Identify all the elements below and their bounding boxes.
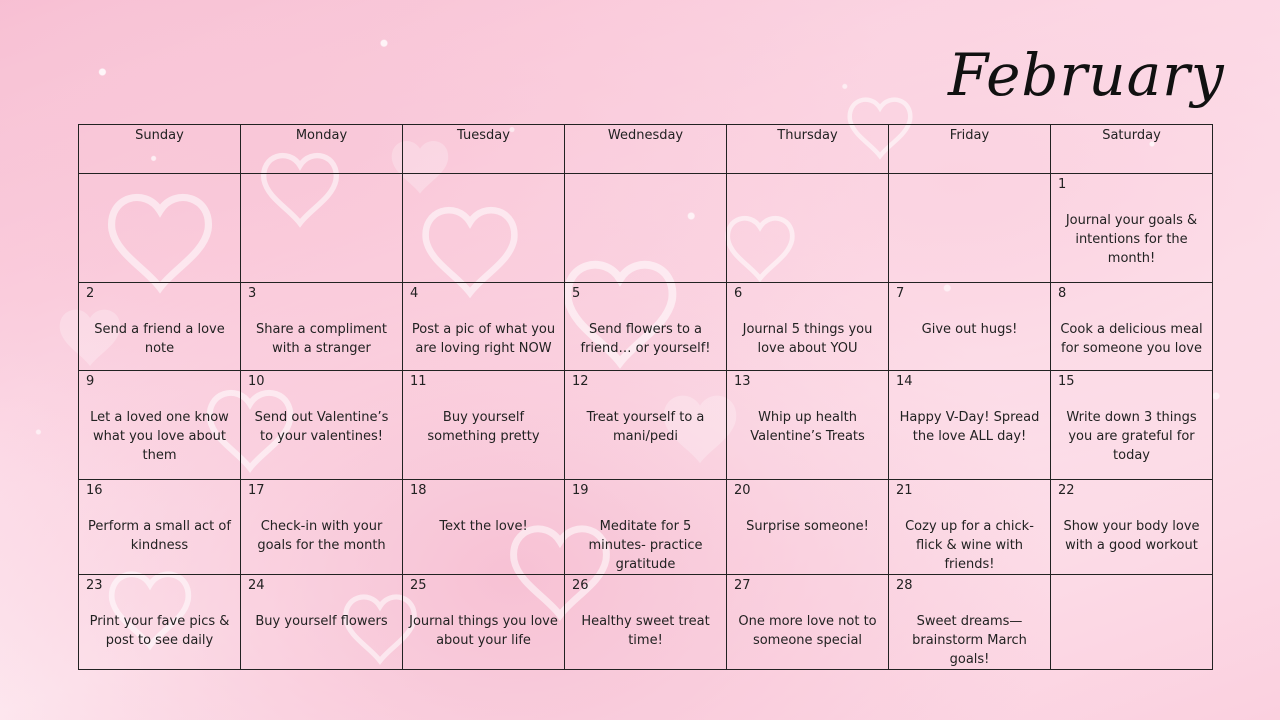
- day-number: [889, 174, 1050, 195]
- month-title: February: [948, 41, 1225, 109]
- day-number: [565, 174, 726, 195]
- day-cell: [727, 480, 889, 575]
- week-row: [79, 480, 1213, 575]
- day-number: 21: [896, 483, 913, 498]
- day-number: 11: [410, 374, 427, 389]
- day-cell: [403, 174, 565, 283]
- day-cell: [1051, 480, 1213, 575]
- day-number: 2: [86, 286, 95, 301]
- day-note: Show your body love with a good workout: [1063, 519, 1200, 553]
- day-cell: [727, 283, 889, 371]
- day-cell: [889, 283, 1051, 371]
- day-cell: [79, 174, 241, 283]
- weekday-header: Thursday: [727, 125, 889, 174]
- day-cell: [1051, 174, 1213, 283]
- day-cell: [889, 480, 1051, 575]
- day-number: 23: [86, 578, 103, 593]
- day-number: 7: [896, 286, 905, 301]
- day-number: 4: [410, 286, 419, 301]
- day-cell: [565, 371, 727, 480]
- day-number: 24: [248, 578, 265, 593]
- day-number: 18: [410, 483, 427, 498]
- day-cell: [727, 371, 889, 480]
- day-note: Buy yourself something pretty: [427, 410, 540, 444]
- day-number: 9: [86, 374, 95, 389]
- weekday-header: Saturday: [1051, 125, 1213, 174]
- day-note: Journal 5 things you love about YOU: [742, 322, 873, 356]
- day-cell: [241, 371, 403, 480]
- day-number: 5: [572, 286, 581, 301]
- day-note: [565, 195, 726, 211]
- day-cell: [1051, 283, 1213, 371]
- day-note: Give out hugs!: [921, 322, 1018, 337]
- day-note: Post a pic of what you are loving right NOW: [411, 322, 556, 356]
- day-number: 10: [248, 374, 265, 389]
- day-number: 12: [572, 374, 589, 389]
- day-number: 1: [1058, 177, 1067, 192]
- day-cell: [403, 283, 565, 371]
- day-cell: [889, 371, 1051, 480]
- day-note: Buy yourself flowers: [255, 614, 388, 629]
- day-note: Send out Valentine’s to your valentines!: [254, 410, 389, 444]
- weekday-header: Friday: [889, 125, 1051, 174]
- weekday-header-row: [79, 125, 1213, 174]
- day-number: 27: [734, 578, 751, 593]
- day-cell: [79, 575, 241, 670]
- day-number: 20: [734, 483, 751, 498]
- day-note: Healthy sweet treat time!: [581, 614, 710, 648]
- day-number: [727, 174, 888, 195]
- day-note: One more love not to someone special: [738, 614, 877, 648]
- weekday-header: Wednesday: [565, 125, 727, 174]
- day-number: 6: [734, 286, 743, 301]
- day-cell: [79, 480, 241, 575]
- week-row: [79, 174, 1213, 283]
- weekday-header: Monday: [241, 125, 403, 174]
- day-number: [1051, 575, 1212, 596]
- day-note: Send flowers to a friend… or yourself!: [580, 322, 711, 356]
- day-cell: [241, 575, 403, 670]
- day-note: Share a compliment with a stranger: [256, 322, 387, 356]
- day-number: [79, 174, 240, 195]
- day-note: Sweet dreams—brainstorm March goals!: [912, 614, 1027, 667]
- day-number: 22: [1058, 483, 1075, 498]
- day-number: 16: [86, 483, 103, 498]
- day-number: 17: [248, 483, 265, 498]
- day-note: Meditate for 5 minutes- practice gratitude: [588, 519, 703, 572]
- day-note: Journal your goals & intentions for the month!: [1065, 213, 1198, 266]
- day-note: Write down 3 things you are grateful for today: [1066, 410, 1197, 463]
- day-cell: [727, 575, 889, 670]
- day-number: [241, 174, 402, 195]
- day-note: Print your fave pics & post to see daily: [89, 614, 230, 648]
- day-number: [403, 174, 564, 195]
- day-number: 19: [572, 483, 589, 498]
- day-note: Cozy up for a chick-flick & wine with friends!: [905, 519, 1034, 572]
- day-note: [241, 195, 402, 211]
- day-cell: [403, 371, 565, 480]
- day-cell: [241, 283, 403, 371]
- day-note: Whip up health Valentine’s Treats: [750, 410, 865, 444]
- day-note: Journal things you love about your life: [409, 614, 558, 648]
- day-number: 26: [572, 578, 589, 593]
- day-note: Treat yourself to a mani/pedi: [586, 410, 705, 444]
- day-cell: [1051, 575, 1213, 670]
- day-number: 14: [896, 374, 913, 389]
- calendar-grid: [78, 124, 1213, 670]
- day-note: Cook a delicious meal for someone you love: [1060, 322, 1203, 356]
- day-note: Check-in with your goals for the month: [257, 519, 386, 553]
- day-number: 15: [1058, 374, 1075, 389]
- week-row: [79, 371, 1213, 480]
- day-cell: [241, 480, 403, 575]
- day-note: Text the love!: [439, 519, 528, 534]
- day-cell: [889, 174, 1051, 283]
- day-number: 3: [248, 286, 257, 301]
- day-number: 28: [896, 578, 913, 593]
- day-note: Let a loved one know what you love about them: [90, 410, 229, 463]
- day-note: Surprise someone!: [746, 519, 869, 534]
- day-cell: [79, 371, 241, 480]
- weekday-header: Sunday: [79, 125, 241, 174]
- day-cell: [565, 283, 727, 371]
- day-cell: [565, 575, 727, 670]
- day-cell: [727, 174, 889, 283]
- week-row: [79, 575, 1213, 670]
- day-note: [889, 195, 1050, 211]
- day-cell: [241, 174, 403, 283]
- day-note: [727, 195, 888, 211]
- day-number: 13: [734, 374, 751, 389]
- day-number: 25: [410, 578, 427, 593]
- day-note: [403, 195, 564, 211]
- day-cell: [1051, 371, 1213, 480]
- day-note: Perform a small act of kindness: [88, 519, 231, 553]
- day-note: Send a friend a love note: [94, 322, 225, 356]
- day-cell: [889, 575, 1051, 670]
- day-cell: [565, 480, 727, 575]
- day-note: [79, 195, 240, 211]
- day-cell: [565, 174, 727, 283]
- day-cell: [403, 575, 565, 670]
- day-note: [1051, 596, 1212, 612]
- day-note: Happy V-Day! Spread the love ALL day!: [899, 410, 1040, 444]
- weekday-header: Tuesday: [403, 125, 565, 174]
- week-row: [79, 283, 1213, 371]
- day-cell: [403, 480, 565, 575]
- day-cell: [79, 283, 241, 371]
- day-number: 8: [1058, 286, 1067, 301]
